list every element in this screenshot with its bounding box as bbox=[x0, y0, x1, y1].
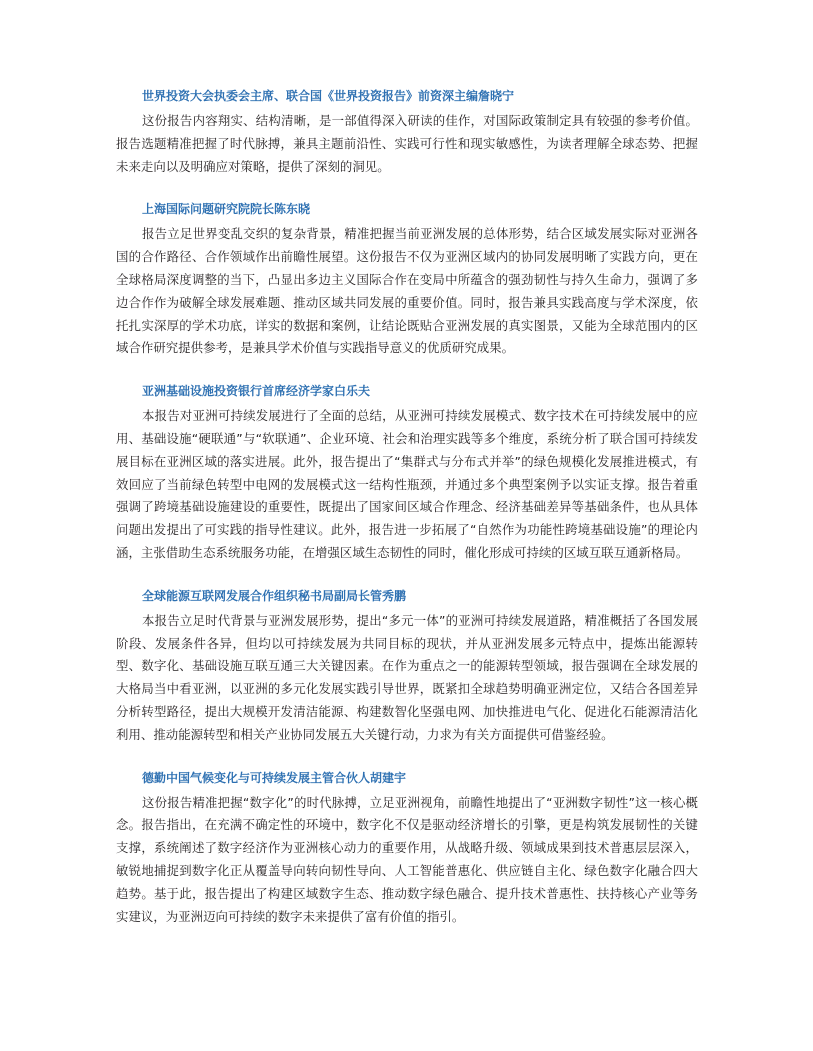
endorsement-section bbox=[116, 379, 698, 565]
endorsement-text: 报告立足世界变乱交织的复杂背景，精准把握当前亚洲发展的总体形势，结合区域发展实际对亚洲各国的合作路径、合作领域作出前瞻性展望。这份报告不仅为亚洲区域内的协同发展明晰了实践方向，更在全球格局深度调整的当下，凸显出多边主义国际合作在变局中所蕴含的强劲韧性与持久生命力，强调了多边合作作为破解全球发展难题、推动区域共同发展的重要价值。同时，报告兼具实践高度与学术深度，依托扎实深厚的学术功底，详实的数据和案例，让结论既贴合亚洲发展的真实图景，又能为全球范围内的区域合作研究提供参考，是兼具学术价值与实践指导意义的优质研究成果。 bbox=[116, 226, 698, 356]
endorser-heading: 全球能源互联网发展合作组织秘书局副局长管秀鹏 bbox=[142, 588, 407, 603]
endorser-heading: 亚洲基础设施投资银行首席经济学家白乐夫 bbox=[142, 384, 371, 399]
endorser-heading: 上海国际问题研究院院长陈东晓 bbox=[142, 202, 311, 217]
endorsement-section bbox=[116, 584, 698, 747]
endorsement-section bbox=[116, 84, 698, 178]
endorsements-page bbox=[116, 84, 698, 947]
endorser-heading: 德勤中国气候变化与可持续发展主管合伙人胡建宇 bbox=[142, 770, 407, 785]
endorsement-section bbox=[116, 197, 698, 360]
endorser-heading: 世界投资大会执委会主席、联合国《世界投资报告》前资深主编詹晓宁 bbox=[142, 89, 515, 103]
endorsement-text: 本报告立足时代背景与亚洲发展形势，提出“多元一体”的亚洲可持续发展道路，精准概括了各国发展阶段、发展条件各异，但均以可持续发展为共同目标的现状，并从亚洲发展多元特点中，提炼出能源转型、数字化、基础设施互联互通三大关键因素。在作为重点之一的能源转型领域，报告强调在全球发展的大格局当中看亚洲，以亚洲的多元化发展实践引导世界，既紧扣全球趋势明确亚洲定位，又结合各国差异分析转型路径，提出大规模开发清洁能源、构建数智化坚强电网、加快推进电气化、促进化石能源清洁化利用、推动能源转型和相关产业协同发展五大关键行动，力求为有关方面提供可借鉴经验。 bbox=[116, 612, 698, 742]
endorsement-text: 这份报告精准把握“数字化”的时代脉搏，立足亚洲视角，前瞻性地提出了“亚洲数字韧性”这一核心概念。报告指出，在充满不确定性的环境中，数字化不仅是驱动经济增长的引擎，更是构筑发展韧性的关键支撑，系统阐述了数字经济作为亚洲核心动力的重要作用，从战略升级、领域成果到技术普惠层层深入，敏锐地捕捉到数字化正从覆盖导向转向韧性导向、人工智能普惠化、供应链自主化、绿色数字化融合四大趋势。基于此，报告提出了构建区域数字生态、推动数字绿色融合、提升技术普惠性、扶持核心产业等务实建议，为亚洲迈向可持续的数字未来提供了富有价值的指引。 bbox=[116, 794, 698, 924]
endorsement-section bbox=[116, 766, 698, 929]
endorsement-text: 本报告对亚洲可持续发展进行了全面的总结，从亚洲可持续发展模式、数字技术在可持续发展中的应用、基础设施“硬联通”与“软联通”、企业环境、社会和治理实践等多个维度，系统分析了联合国可持续发展目标在亚洲区域的落实进展。此外，报告提出了“集群式与分布式并举”的绿色规模化发展推进模式，有效回应了当前绿色转型中电网的发展模式这一结构性瓶颈，并通过多个典型案例予以实证支撑。报告着重强调了跨境基础设施建设的重要性，既提出了国家间区域合作理念、经济基础差异等基础条件，也从具体问题出发提出了可实践的指导性建议。此外，报告进一步拓展了“自然作为功能性跨境基础设施”的理论内涵，主张借助生态系统服务功能，在增强区域生态韧性的同时，催化形成可持续的区域互联互通新格局。 bbox=[116, 408, 698, 560]
endorsement-text: 这份报告内容翔实、结构清晰，是一部值得深入研读的佳作，对国际政策制定具有较强的参考价值。报告选题精准把握了时代脉搏，兼具主题前沿性、实践可行性和现实敏感性，为读者理解全球态势、把握未来走向以及明确应对策略，提供了深刻的洞见。 bbox=[116, 113, 698, 174]
